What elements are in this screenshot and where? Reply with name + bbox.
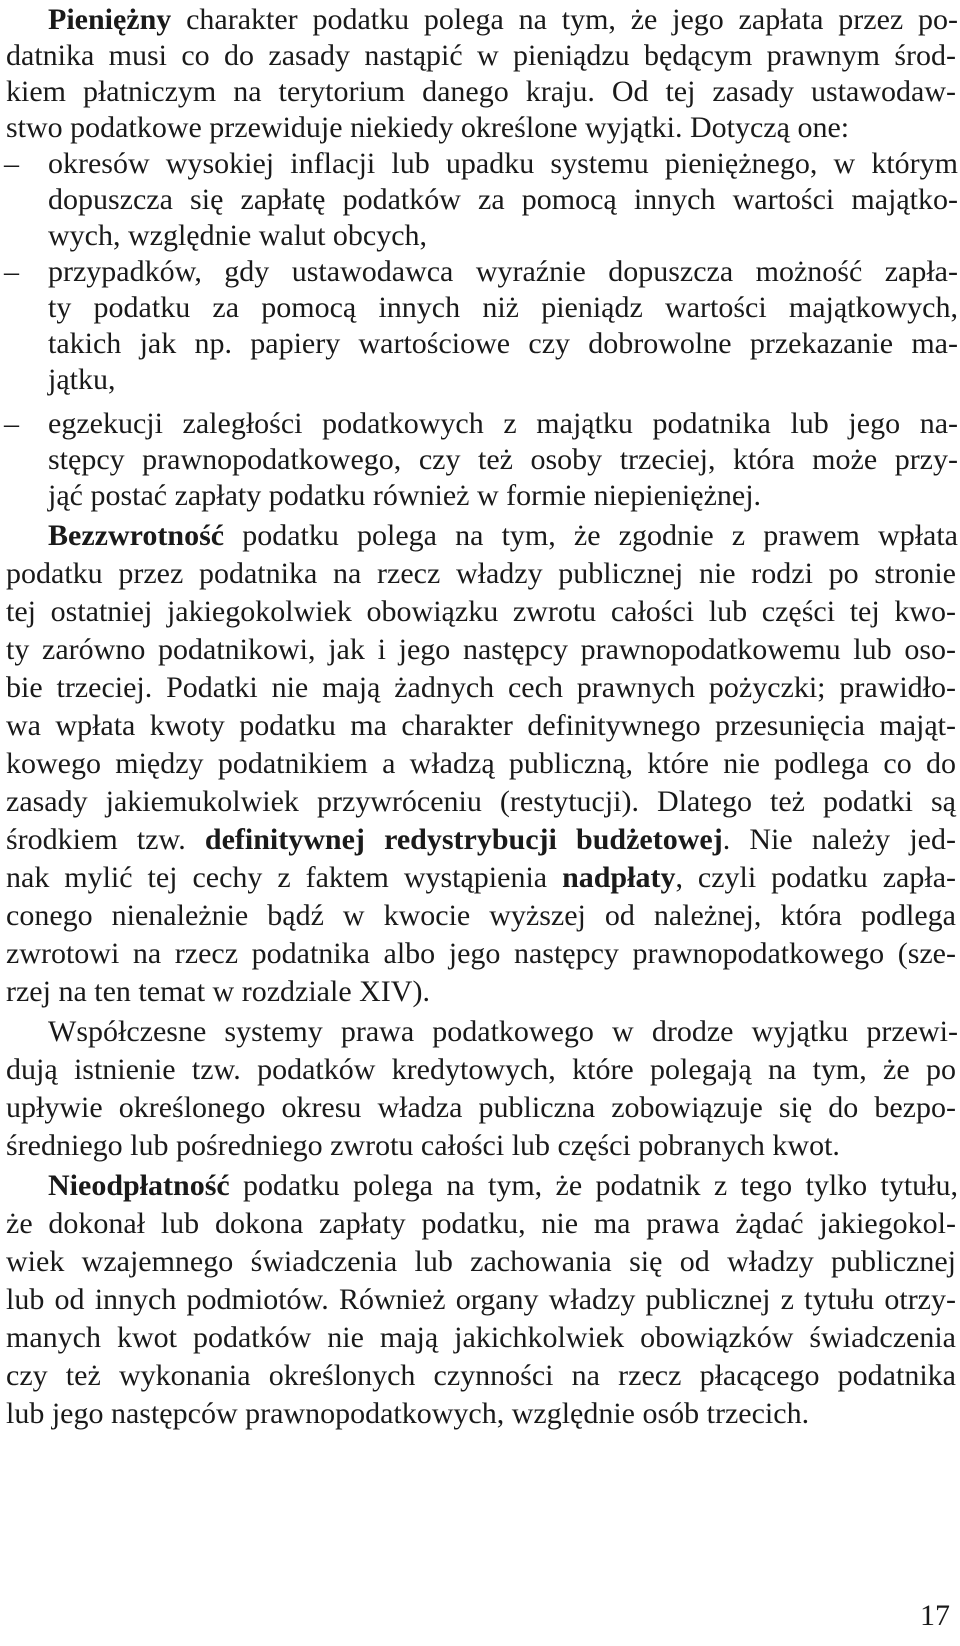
text-line: upływie określonego okresu władza publiczna zobowiązuje się do bezpo- (6, 1091, 956, 1124)
text-line: zwrotowi na rzecz podatnika albo jego następcy prawnopodatkowego (sze- (6, 937, 956, 970)
text-line: że dokonał lub dokona zapłaty podatku, nie ma prawa żądać jakiegokol- (6, 1207, 956, 1240)
text-line: rzej na ten temat w rozdziale XIV). (6, 975, 430, 1008)
text-line: conego nienależnie bądź w kwocie wyższej od należnej, która podlega (6, 899, 956, 932)
text-line: manych kwot podatków nie mają jakichkolwiek obowiązków świadczenia (6, 1321, 956, 1354)
text-line: kiem płatniczym na terytorium danego kraju. Od tej zasady ustawodaw- (6, 75, 956, 108)
text-line: zasady jakiemukolwiek przywróceniu (restytucji). Dlatego też podatki są (6, 785, 956, 818)
bold-term: Nieodpłatność (48, 1169, 230, 1202)
list-dash: – (4, 407, 19, 440)
text-line: takich jak np. papiery wartościowe czy dobrowolne przekazanie ma- (48, 327, 958, 360)
bold-term: definitywnej redystrybucji budżetowej (204, 823, 723, 856)
text-line: nak mylić tej cechy z faktem wystąpienia nadpłaty, czyli podatku zapła- (6, 861, 956, 894)
text-line: stwo podatkowe przewiduje niekiedy określone wyjątki. Dotyczą one: (6, 111, 850, 144)
text-line: jątku, (48, 363, 116, 396)
text-line: stępcy prawnopodatkowego, czy też osoby trzeciej, która może przy- (48, 443, 958, 476)
text-line: kowego między podatnikiem a władzą publiczną, które nie podlega co do (6, 747, 956, 780)
text-line: lub jego następców prawnopodatkowych, względnie osób trzecich. (6, 1397, 810, 1430)
text-line: tej ostatniej jakiegokolwiek obowiązku zwrotu całości lub części tej kwo- (6, 595, 956, 628)
text-line: wa wpłata kwoty podatku ma charakter definitywnego przesunięcia mająt- (6, 709, 956, 742)
text-line: wiek wzajemnego świadczenia lub zachowania się od władzy publicznej (6, 1245, 956, 1278)
text-line: wych, względnie walut obcych, (48, 219, 428, 252)
text-line: średniego lub pośredniego zwrotu całości lub części pobranych kwot. (6, 1129, 840, 1162)
bold-term: Bezzwrotność (48, 519, 225, 552)
page-number: 17 (920, 1599, 950, 1632)
text-line: lub od innych podmiotów. Również organy władzy publicznej z tytułu otrzy- (6, 1283, 956, 1316)
text-line: Współczesne systemy prawa podatkowego w drodze wyjątku przewi- (48, 1015, 958, 1048)
bold-term: nadpłaty (562, 861, 676, 894)
text-line: ty zarówno podatnikowi, jak i jego następcy prawnopodatkowemu lub oso- (6, 633, 956, 666)
list-dash: – (4, 147, 19, 180)
text-line: dopuszcza się zapłatę podatków za pomocą innych wartości majątko- (48, 183, 958, 216)
text-line: dują istnienie tzw. podatków kredytowych, które polegają na tym, że po (6, 1053, 956, 1086)
text-line: okresów wysokiej inflacji lub upadku systemu pieniężnego, w którym (48, 147, 958, 180)
text-line: ty podatku za pomocą innych niż pieniądz wartości majątkowych, (48, 291, 958, 324)
text-line: przypadków, gdy ustawodawca wyraźnie dopuszcza możność zapła- (48, 255, 958, 288)
text-line: bie trzeciej. Podatki nie mają żadnych cech prawnych pożyczki; prawidło- (6, 671, 956, 704)
text-line: jąć postać zapłaty podatku również w formie niepieniężnej. (48, 479, 762, 512)
text-line: podatku przez podatnika na rzecz władzy publicznej nie rodzi po stronie (6, 557, 956, 590)
list-dash: – (4, 255, 19, 288)
bold-term: Pieniężny (48, 3, 172, 36)
text-line: egzekucji zaległości podatkowych z majątku podatnika lub jego na- (48, 407, 958, 440)
text-line: Pieniężny charakter podatku polega na tym, że jego zapłata przez po- (48, 3, 958, 36)
text-line: Nieodpłatność podatku polega na tym, że podatnik z tego tylko tytułu, (48, 1169, 958, 1202)
text-line: czy też wykonania określonych czynności na rzecz płacącego podatnika (6, 1359, 956, 1392)
text-line: środkiem tzw. definitywnej redystrybucji budżetowej. Nie należy jed- (6, 823, 956, 856)
text-line: datnika musi co do zasady nastąpić w pieniądzu będącym prawnym środ- (6, 39, 956, 72)
text-line: Bezzwrotność podatku polega na tym, że zgodnie z prawem wpłata (48, 519, 958, 552)
